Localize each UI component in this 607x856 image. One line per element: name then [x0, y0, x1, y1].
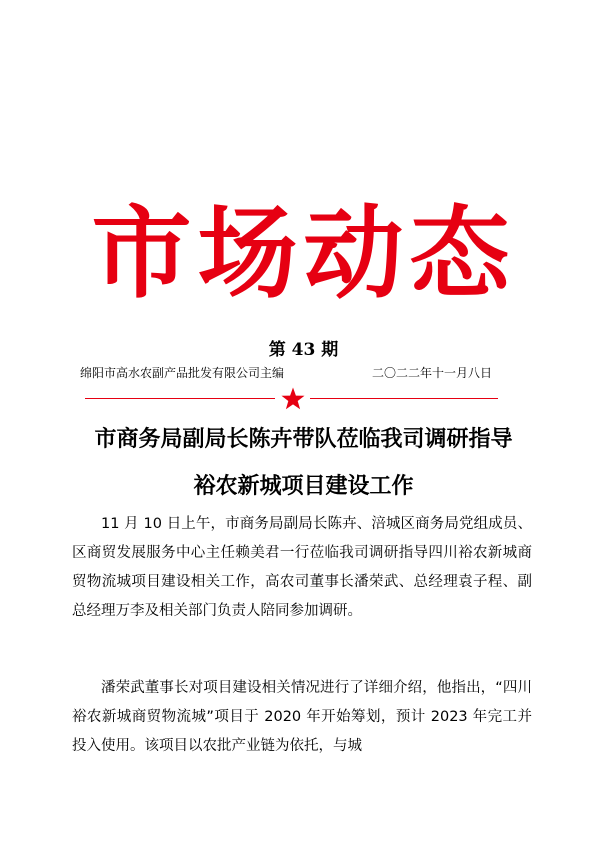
article-headline-line-2: 裕农新城项目建设工作 — [193, 473, 414, 499]
issue-number: 第 43 期 — [268, 340, 339, 360]
article-paragraph: 潘荣武董事长对项目建设相关情况进行了详细介绍，他指出，“四川裕农新城商贸物流城”项目于 2020 年开始筹划，预计 2023 年完工并投入使用。该项目以农批产业链为依托，与城 — [72, 680, 532, 754]
publication-date: 二〇二二年十一月八日 — [372, 366, 493, 380]
masthead-title: 市场动态 — [91, 194, 516, 312]
editor-byline: 绵阳市高水农副产品批发有限公司主编 — [80, 366, 285, 380]
divider-line-left — [85, 398, 275, 399]
star-icon — [280, 386, 306, 412]
article-paragraph: 11 月 10 日上午，市商务局副局长陈卉、涪城区商务局党组成员、区商贸发展服务中心主任赖美君一行莅临我司调研指导四川裕农新城商贸物流城项目建设相关工作，高农司董事长潘荣武、总经理袁子程、副总经理万李及相关部门负责人陪同参加调研。 — [72, 516, 532, 619]
divider-line-right — [310, 398, 498, 399]
article-headline-line-1: 市商务局副局长陈卉带队莅临我司调研指导 — [94, 426, 513, 452]
